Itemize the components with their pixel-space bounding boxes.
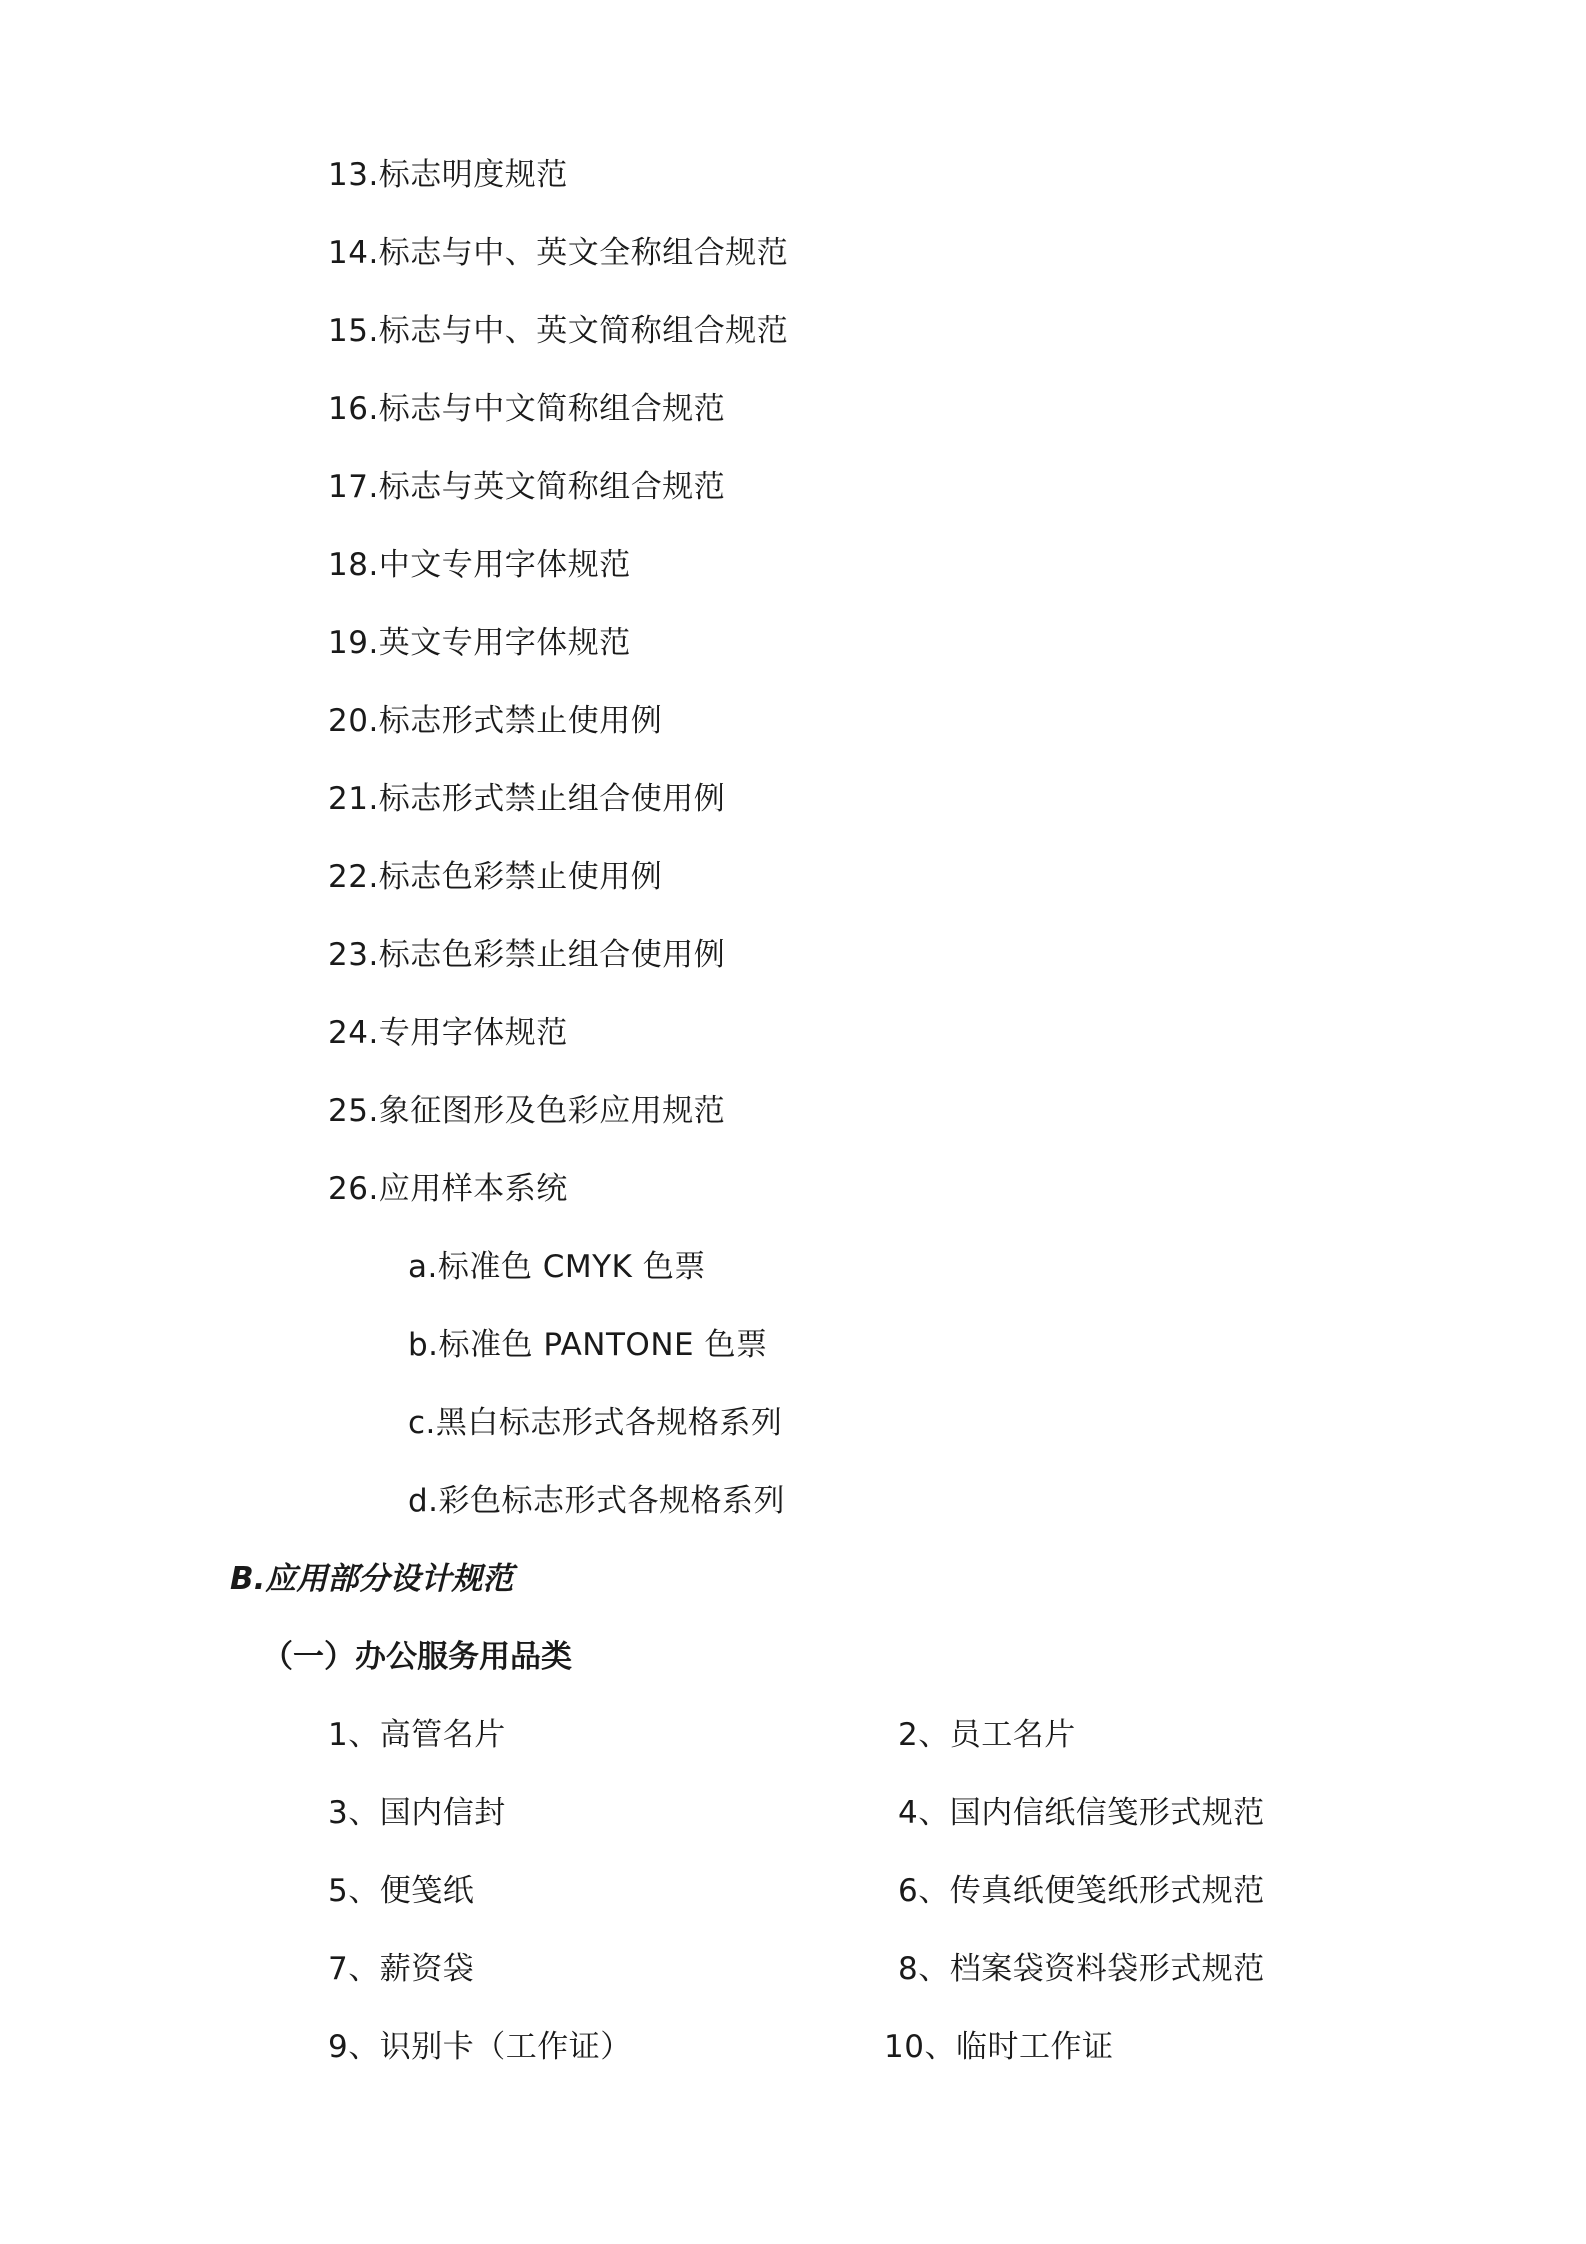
list-item: 25.象征图形及色彩应用规范 xyxy=(328,1093,726,1129)
list-item: 5、便笺纸 xyxy=(328,1873,475,1909)
list-item: 9、识别卡（工作证） xyxy=(328,2029,632,2065)
list-item: 4、国内信纸信笺形式规范 xyxy=(898,1795,1265,1831)
list-item: 22.标志色彩禁止使用例 xyxy=(328,859,663,895)
list-item: 8、档案袋资料袋形式规范 xyxy=(898,1951,1265,1987)
list-item: 19.英文专用字体规范 xyxy=(328,625,631,661)
list-item: 23.标志色彩禁止组合使用例 xyxy=(328,937,726,973)
sub-list-item: b.标准色 PANTONE 色票 xyxy=(408,1327,768,1363)
list-item: 6、传真纸便笺纸形式规范 xyxy=(898,1873,1265,1909)
list-item: 3、国内信封 xyxy=(328,1795,506,1831)
list-item: 2、员工名片 xyxy=(898,1717,1076,1753)
list-item: 1、高管名片 xyxy=(328,1717,506,1753)
list-item: 26.应用样本系统 xyxy=(328,1171,568,1207)
list-item: 14.标志与中、英文全称组合规范 xyxy=(328,235,789,271)
list-item: 13.标志明度规范 xyxy=(328,157,568,193)
sub-list-item: a.标准色 CMYK 色票 xyxy=(408,1249,706,1285)
sub-list-item: d.彩色标志形式各规格系列 xyxy=(408,1483,786,1519)
subsection-heading: （一）办公服务用品类 xyxy=(262,1639,572,1675)
list-item: 21.标志形式禁止组合使用例 xyxy=(328,781,726,817)
list-item: 16.标志与中文简称组合规范 xyxy=(328,391,726,427)
list-item: 15.标志与中、英文简称组合规范 xyxy=(328,313,789,349)
list-item: 18.中文专用字体规范 xyxy=(328,547,631,583)
list-item: 17.标志与英文简称组合规范 xyxy=(328,469,726,505)
section-heading: B.应用部分设计规范 xyxy=(230,1561,514,1597)
list-item: 20.标志形式禁止使用例 xyxy=(328,703,663,739)
sub-list-item: c.黑白标志形式各规格系列 xyxy=(408,1405,783,1441)
list-item: 10、临时工作证 xyxy=(884,2029,1114,2065)
list-item: 24.专用字体规范 xyxy=(328,1015,568,1051)
list-item: 7、薪资袋 xyxy=(328,1951,475,1987)
